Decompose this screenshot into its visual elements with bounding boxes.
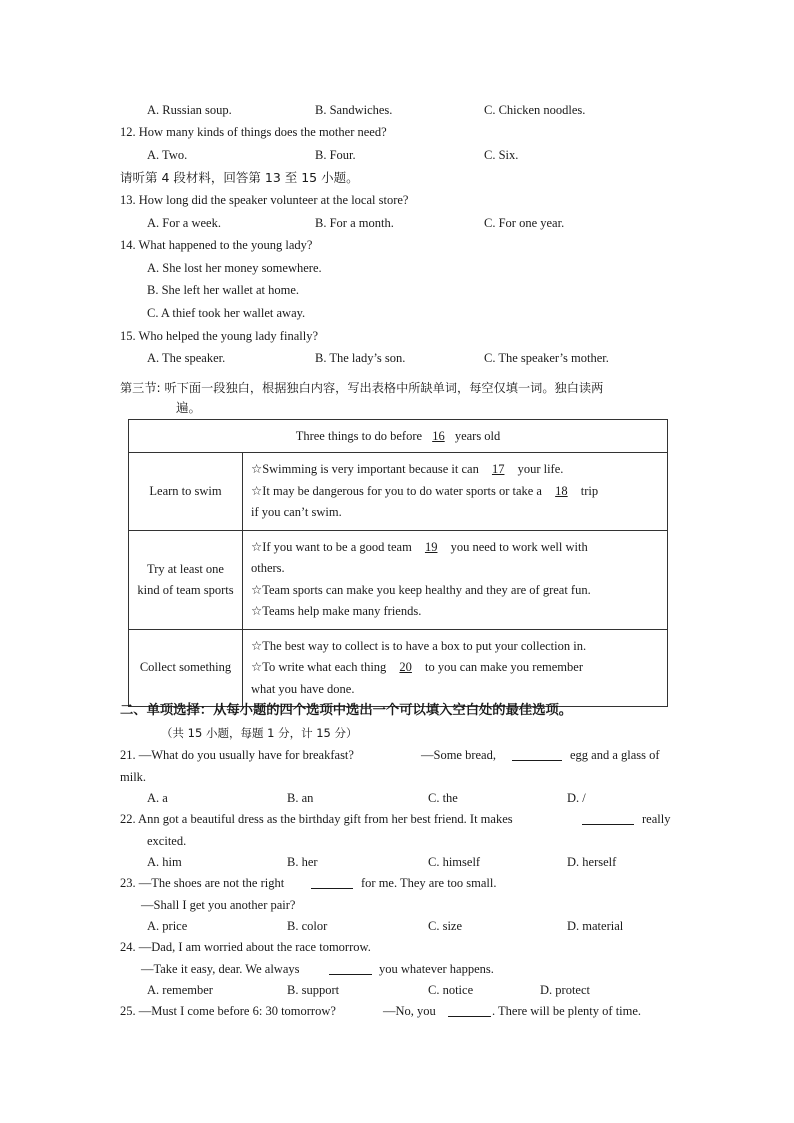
swim-line1-prefix: ☆Swimming is very important because it can (251, 462, 479, 476)
q24-option-d: D. protect (540, 983, 590, 997)
q21-option-b: B. an (287, 791, 314, 805)
q22-blank[interactable] (582, 811, 634, 829)
q11-option-a: A. Russian soup. (147, 103, 232, 117)
q24-option-b: B. support (287, 983, 340, 997)
team-line4: ☆Teams help make many friends. (251, 604, 422, 618)
swim-line2-suffix: trip (580, 483, 599, 498)
q13-option-b: B. For a month. (315, 216, 394, 230)
collect-line1: ☆The best way to collect is to have a box to put your collection in. (251, 638, 587, 653)
row-label-collect: Collect something (129, 629, 243, 707)
table-title-prefix: Three things to do before (295, 428, 423, 443)
q21-option-d: D. / (567, 791, 586, 805)
q11-option-c: C. Chicken noodles. (484, 103, 586, 117)
row-content-collect (243, 629, 668, 707)
q25-line1-c: . There will be plenty of time. (492, 1004, 642, 1018)
q15-question: 15. Who helped the young lady finally? (120, 329, 318, 343)
collect-line3: what you have done. (251, 681, 355, 696)
q22-line1-b: really (642, 812, 671, 826)
q21-option-c: C. the (428, 791, 458, 805)
row-content-team-sports (243, 530, 668, 629)
q25-line1-a: 25. —Must I come before 6: 30 tomorrow? (120, 1004, 336, 1018)
blank-20[interactable]: 20 (399, 660, 412, 674)
q14-option-c: C. A thief took her wallet away. (147, 306, 306, 320)
row-label-team-sports: Try at least one kind of team sports (129, 530, 243, 629)
passage4-instruction: 请听第 4 段材料，回答第 13 至 15 小题。 (120, 170, 359, 185)
q22-option-a: A. him (147, 855, 182, 869)
q23-option-d: D. material (567, 919, 624, 933)
q24-line1: 24. —Dad, I am worried about the race tomorrow. (120, 940, 371, 954)
swim-line1-suffix: your life. (517, 462, 564, 476)
q11-option-b: B. Sandwiches. (315, 103, 393, 117)
q15-option-a: A. The speaker. (147, 351, 226, 365)
q13-option-c: C. For one year. (484, 216, 565, 230)
q15-option-c: C. The speaker’s mother. (484, 351, 609, 365)
q22-option-b: B. her (287, 855, 318, 869)
q22-option-d: D. herself (567, 855, 617, 869)
q22-option-c: C. himself (428, 855, 481, 869)
section3-instruction-line1: 第三节: 听下面一段独白，根据独白内容，写出表格中所缺单词，每空仅填一词。独白读两 (120, 381, 604, 395)
q25-blank[interactable] (448, 1003, 491, 1021)
team-line3: ☆Team sports can make you keep healthy and they are of great fun. (251, 582, 591, 597)
collect-line2-prefix: ☆To write what each thing (251, 660, 387, 674)
q23-line2: —Shall I get you another pair? (141, 898, 296, 912)
q22-line1-a: 22. Ann got a beautiful dress as the birthday gift from her best friend. It makes (120, 812, 513, 826)
table-title (129, 420, 668, 453)
q12-option-a: A. Two. (147, 148, 188, 162)
blank-19[interactable]: 19 (424, 539, 438, 554)
fill-in-table (128, 419, 668, 707)
q12-option-c: C. Six. (484, 148, 519, 162)
team-line2: others. (251, 561, 285, 575)
swim-line3: if you can’t swim. (251, 505, 342, 519)
q21-option-a: A. a (147, 791, 168, 805)
blank-17[interactable]: 17 (491, 462, 505, 476)
q13-question: 13. How long did the speaker volunteer at the local store? (120, 193, 409, 207)
q24-blank[interactable] (329, 961, 372, 979)
team-line1-prefix: ☆If you want to be a good team (251, 539, 412, 554)
q23-option-b: B. color (287, 919, 328, 933)
q24-option-a: A. remember (147, 983, 213, 997)
q22-line2: excited. (147, 834, 187, 848)
blank-18[interactable]: 18 (555, 483, 568, 498)
q23-line1-b: for me. They are too small. (361, 876, 497, 890)
collect-line2-suffix: to you can make you remember (425, 660, 583, 674)
part2-heading: 二、单项选择：从每小题的四个选项中选出一个可以填入空白处的最佳选项。 (120, 703, 573, 718)
q13-option-a: A. For a week. (147, 216, 221, 230)
q23-option-a: A. price (147, 919, 188, 933)
q21-line1-a: 21. —What do you usually have for breakfast? (120, 748, 354, 762)
q21-line1-c: egg and a glass of (570, 748, 660, 762)
swim-line2-prefix: ☆It may be dangerous for you to do water sports or take a (251, 483, 542, 498)
row-label-swim: Learn to swim (129, 453, 243, 531)
q21-blank[interactable] (512, 747, 562, 765)
q12-option-b: B. Four. (315, 148, 356, 162)
q14-question: 14. What happened to the young lady? (120, 238, 313, 252)
row-content-swim (243, 453, 668, 531)
q14-option-b: B. She left her wallet at home. (147, 283, 300, 297)
q21-line2: milk. (120, 770, 147, 784)
q23-line1-a: 23. —The shoes are not the right (120, 876, 285, 890)
q25-line1-b: —No, you (383, 1004, 436, 1018)
section3-instruction-line2: 遍。 (176, 400, 202, 415)
q23-option-c: C. size (428, 919, 463, 933)
q24-option-c: C. notice (428, 983, 474, 997)
q21-line1-b: —Some bread, (421, 748, 496, 762)
q24-line2-b: you whatever happens. (379, 962, 494, 976)
q23-blank[interactable] (311, 875, 353, 893)
part2-subheading: （共 15 小题，每题 1 分，计 15 分） (161, 726, 358, 740)
q15-option-b: B. The lady’s son. (315, 351, 406, 365)
blank-16[interactable]: 16 (432, 428, 445, 443)
team-line1-suffix: you need to work well with (450, 539, 588, 554)
q14-option-a: A. She lost her money somewhere. (147, 261, 322, 275)
q12-question: 12. How many kinds of things does the mother need? (120, 125, 387, 139)
q24-line2-a: —Take it easy, dear. We always (141, 962, 300, 976)
table-title-suffix: years old (454, 428, 501, 443)
